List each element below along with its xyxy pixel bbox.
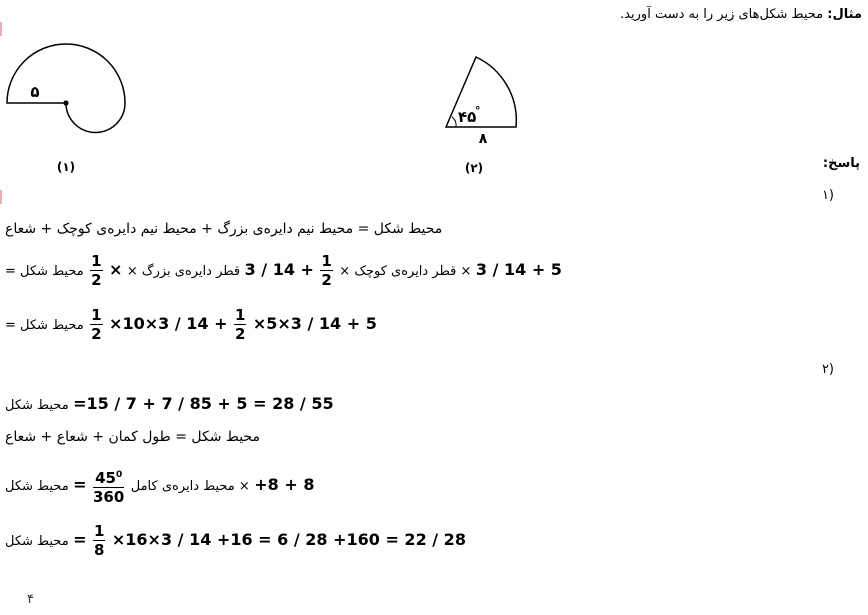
part-2-number: ۲) [821,362,834,377]
figure-1-outline [7,44,125,133]
p1-line-3-expr2: ×5×3 / 14 + 5 [252,313,377,333]
p1-line-2-mid1: قطر دایره‌ی بزرگ × [126,263,241,279]
figure-2-side-label: ۸ [478,131,488,147]
figure-2-degree-mark: ° [475,104,481,117]
figure-1-center-dot [63,100,68,105]
p2-line-4: محیط شکل = $\frac{1}{8}$ ×16×3 / 14 +16 = 6 / 28 +160 = 22 / 28 [5,522,466,559]
figure-1-caption: (۱) [56,160,76,174]
p1-line-2-frac2-num: 1 [321,252,332,270]
example-header [462,7,862,22]
p2-line-3-lhs: محیط شکل [5,479,69,494]
example-text: محیط شکل‌های زیر را به دست آورید. [620,7,824,22]
figure-2-angle-arc [452,117,456,127]
p1-line-3-fraction-2 [234,306,246,343]
answer-heading: پاسخ: [822,156,860,171]
figure-1 [0,30,170,180]
p2-line-4-frac-num: 1 [93,522,105,540]
p1-line-2-frac-den: 2 [91,271,102,289]
p2-line-2-text: محیط شکل = طول کمان + شعاع + شعاع [5,429,260,445]
p2-line-4-lhs: محیط شکل [5,533,69,549]
p1-line-2-fraction-2 [320,252,332,289]
p1-line-3-lhs: محیط شکل = [5,317,84,333]
p2-line-3-frac-den: 360 [92,488,125,506]
figure-2-sector [446,57,516,127]
p1-line-2-times: × [109,259,123,279]
p1-line-3 [5,306,377,343]
example-label: مثال: [827,7,862,22]
p2-line-1 [5,394,334,413]
p1-line-3-frac1-num: 1 [91,306,102,324]
p2-line-1-expr: =15 / 7 + 7 / 85 + 5 = 28 / 55 [73,394,334,413]
p2-line-3-expr: +8 + 8 [254,475,315,494]
p1-line-3-expr1: ×10×3 / 14 + [109,313,228,333]
p1-line-3-frac2-num: 1 [234,306,246,324]
p1-line-2-expr1: 3 / 14 + [244,259,314,279]
p1-line-2-frac2-den: 2 [321,271,332,289]
p1-line-1-text: محیط شکل = محیط نیم دایره‌ی بزرگ + محیط نیم دایره‌ی کوچک + شعاع [5,221,443,237]
p1-line-2-lhs: محیط شکل = [5,263,84,279]
p2-line-4-fraction [93,522,105,559]
p2-line-2 [5,429,260,445]
figure-2 [430,45,540,180]
figure-2-angle-label: ۴۵ [458,108,477,126]
p2-line-4-frac-den: 8 [93,541,105,559]
p1-line-2-expr2: 3 / 14 + 5 [475,259,562,279]
p1-line-2-mid2: × قطر دایره‌ی کوچک × [339,263,472,279]
p1-line-2-frac-num: 1 [91,252,102,270]
p1-line-3-frac2-den: 2 [234,325,246,343]
page-number: ۴ [27,592,34,607]
figure-1-radius-label: ۵ [30,83,40,101]
figure-2-caption: (۲) [464,161,484,175]
p2-line-3: محیط شکل = $\frac{45^0}{360}$ × محیط دایره‌ی کامل +8 + 8 [5,466,314,506]
p2-line-3-mid: × محیط دایره‌ی کامل [130,479,250,494]
p1-line-3-frac1-den: 2 [91,325,102,343]
p1-line-1 [5,221,442,237]
p2-line-3-fraction [93,466,124,506]
p1-line-2 [5,252,562,289]
p1-line-2-fraction [90,252,102,289]
p2-line-3-frac-num: $45^0$ [93,466,124,488]
p1-line-3-fraction-1 [90,306,102,343]
p2-line-1-lhs: محیط شکل [5,398,69,413]
edge-mark [0,190,2,204]
p2-line-4-expr: ×16×3 / 14 +16 = 6 / 28 +160 = 22 / 28 [111,529,466,549]
part-1-number: ۱) [821,188,834,203]
